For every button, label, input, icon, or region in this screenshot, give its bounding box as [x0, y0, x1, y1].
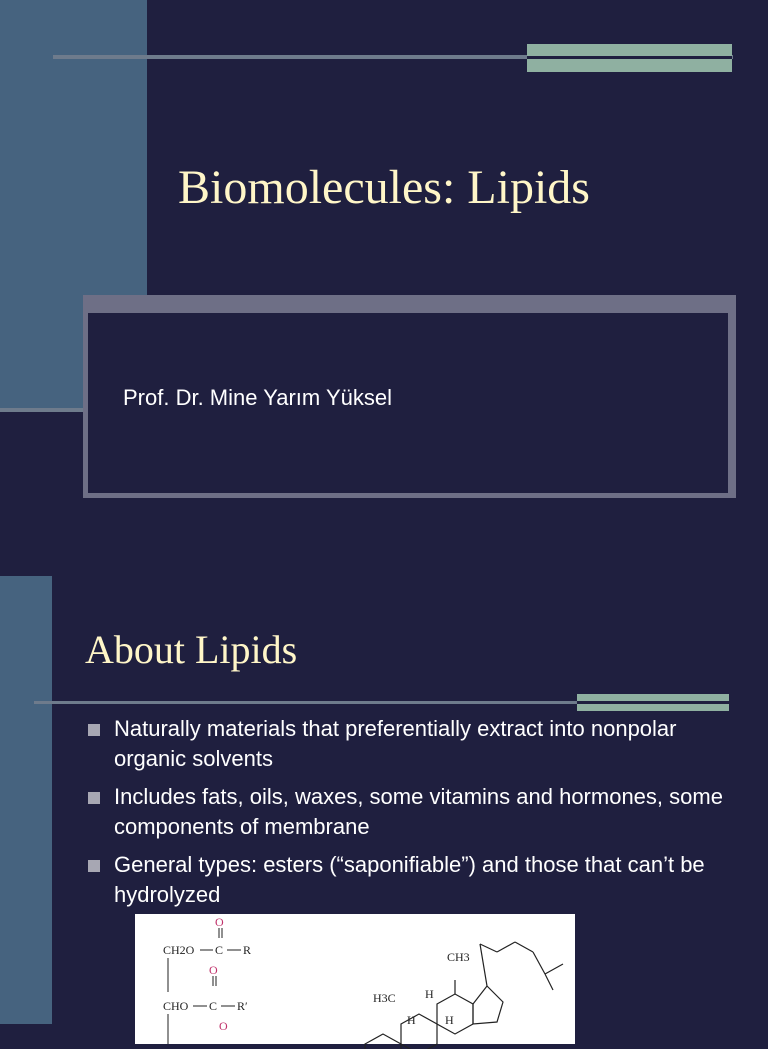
svg-text:R: R — [243, 943, 252, 957]
triglyceride-structure — [163, 915, 251, 1044]
content-slide — [0, 576, 768, 1033]
svg-text:H: H — [425, 987, 434, 1001]
side-bar — [0, 576, 52, 1024]
svg-text:H3C: H3C — [373, 991, 396, 1005]
svg-text:C: C — [215, 943, 224, 957]
structure-drawing — [135, 914, 575, 1044]
svg-text:R′: R′ — [237, 999, 248, 1013]
bullet-square-icon — [88, 860, 100, 872]
svg-text:CH2O: CH2O — [163, 943, 195, 957]
lipid-structures-figure — [135, 914, 575, 1044]
bullet-square-icon — [88, 724, 100, 736]
svg-text:H: H — [407, 1013, 416, 1027]
svg-text:O: O — [215, 915, 224, 929]
svg-text:H: H — [445, 1013, 454, 1027]
side-bar-rule — [0, 408, 88, 412]
list-item: Naturally materials that preferentially extract into nonpolar organic solvents — [88, 714, 728, 774]
author-name: Prof. Dr. Mine Yarım Yüksel — [123, 385, 392, 410]
list-item: General types: esters (“saponifiable”) and those that can’t be hydrolyzed — [88, 850, 728, 910]
slide-title: About Lipids — [85, 627, 298, 672]
svg-text:O: O — [209, 963, 218, 977]
bullet-list — [88, 714, 728, 918]
list-item: Includes fats, oils, waxes, some vitamins and hormones, some components of membrane — [88, 782, 728, 842]
bullet-square-icon — [88, 792, 100, 804]
svg-text:C: C — [209, 999, 218, 1013]
svg-text:CH3: CH3 — [447, 950, 470, 964]
svg-text:CHO: CHO — [163, 999, 189, 1013]
slide-title: Biomolecules: Lipids — [178, 161, 590, 214]
svg-text:O: O — [219, 1019, 228, 1033]
